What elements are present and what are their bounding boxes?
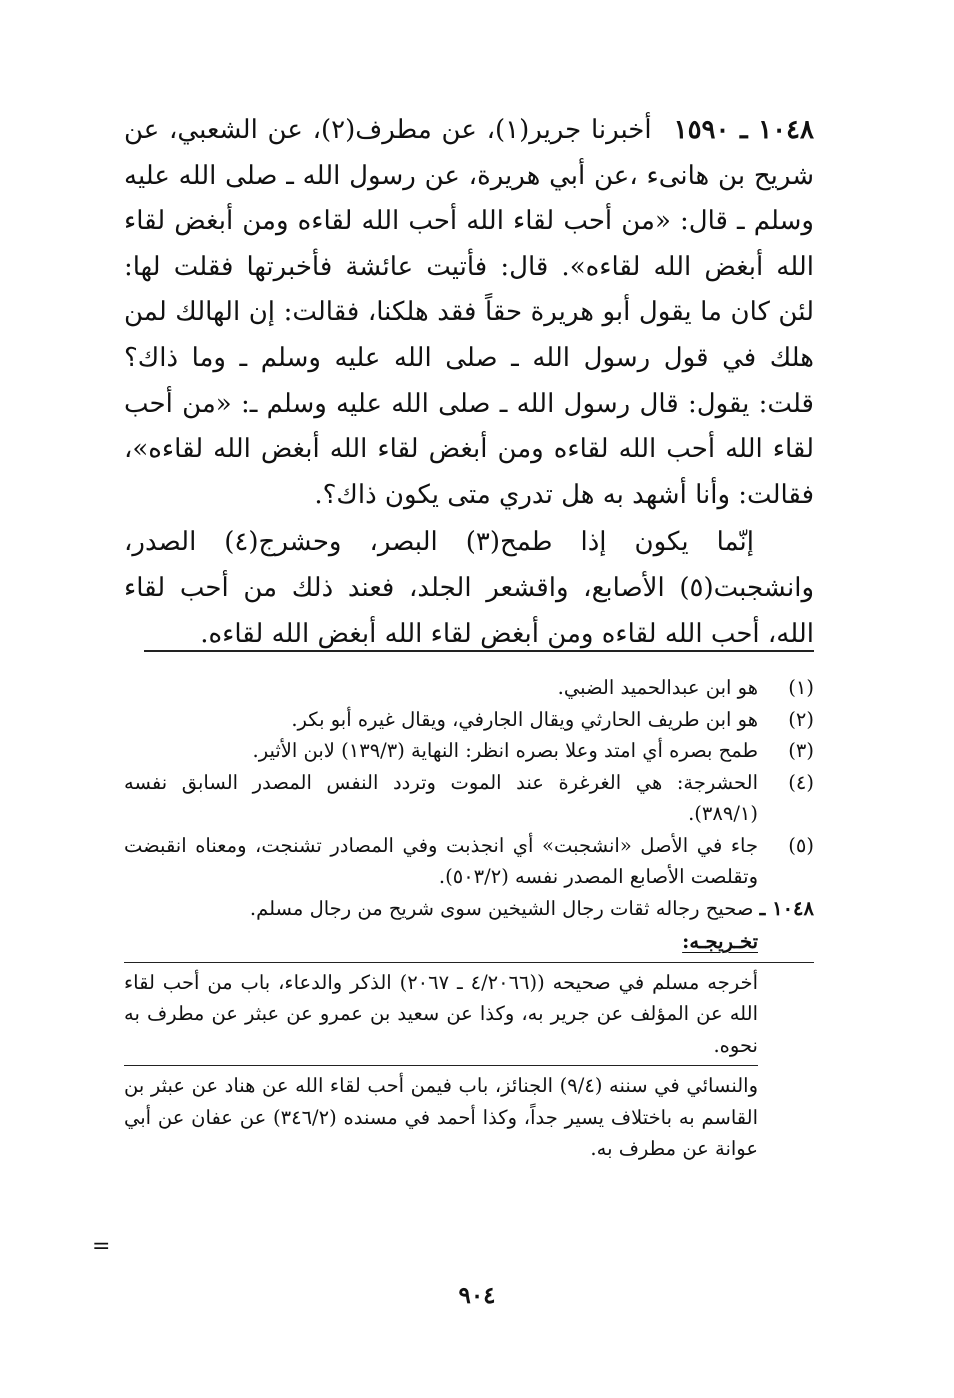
footnote-text: هو ابن عبدالحميد الضبي. [557, 676, 758, 699]
hadith-number: ١٠٤٨ ـ ١٥٩٠ [673, 115, 814, 145]
footnote-text: طمح بصره أي امتد وعلا بصره انظر: النهاية (١٣٩/٣) لابن الأثير. [252, 739, 758, 762]
footnote-marker: (١) [788, 676, 814, 699]
takhrij-paragraph-1: أخرجه مسلم في صحيحه ((٤/٢٠٦٦ ـ ٢٠٦٧) الذكر والدعاء، باب من أحب لقاء الله عن المؤلف عن جرير به، وكذا عن سعيد بن عمرو عن عبثر عن مطرف به نحوه. [124, 970, 758, 1057]
page-number: ٩٠٤ [458, 1282, 496, 1309]
hadith-text [124, 108, 814, 657]
footnote-3 [124, 735, 814, 767]
hadith-body: أخبرنا جرير(١)، عن مطرف(٢)، عن الشعبي، عن شريح بن هانىء ،عن أبي هريرة، عن رسول الله ـ صلى الله عليه وسلم ـ قال: «من أحب لقاء الله أحب الله لقاءه ومن أبغض لقاء الله أبغض الله لقاءه». قال: فأتيت عائشة فأخبرتها فقلت لها: لئن كان ما يقول أبو هريرة حقاً فقد هلكنا، فقالت: إن الهالك لمن هلك في قول رسول الله ـ صلى الله عليه وسلم ـ وما ذاك؟ قلت: يقول: قال رسول الله ـ صلى الله عليه وسلم ـ: «من أحب لقاء الله أحب الله لقاءه ومن أبغض لقاء الله أبغض الله لقاءه»، فقالت: وأنا أشهد به هل تدري متى يكون ذاك؟. [124, 115, 814, 510]
takhrij-body [124, 962, 814, 1165]
footnote-4 [124, 767, 814, 830]
footnote-marker: (٢) [788, 707, 814, 731]
footnote-marker: (٥) [788, 833, 814, 857]
takhrij-heading [124, 926, 814, 958]
footnote-marker: (٣) [788, 739, 814, 762]
footnote-2 [124, 704, 814, 736]
takhrij-paragraph-2: والنسائي في سننه (٩/٤) الجنائز، باب فيمن أحب لقاء الله عن هناد عن عبثر بن القاسم به باختلاف يسير جداً، وكذا أحمد في مسنده (٣٤٦/٢) عن عفان عن أبي عوانة عن مطرف به. [124, 1065, 758, 1165]
grading-number: ١٠٤٨ ـ [759, 896, 814, 920]
footnote-5 [124, 830, 814, 893]
footnotes-section [124, 672, 814, 1169]
footnote-1 [124, 672, 814, 704]
hadith-paragraph-2: إنّما يكون إذا طمح(٣) البصر، وحشرج(٤) الصدر، وانشجبت(٥) الأصابع، واقشعر الجلد، فعند ذلك من أحب لقاء الله، أحب الله لقاءه ومن أبغض لقاء الله أبغض الله لقاءه. [124, 527, 814, 649]
footnote-text: هو ابن طريف الحارثي ويقال الجارفي، ويقال غيره أبو بكر. [291, 707, 758, 731]
grading-note [124, 893, 814, 925]
footnote-marker: (٤) [788, 770, 814, 794]
footnote-text: جاء في الأصل «انشجبت» أي انجذبت وفي المصادر تشنجت، ومعناه انقبضت وتقلصت الأصابع المصدر نفسه (٥٠٣/٢). [124, 833, 758, 888]
hadith-paragraph [124, 108, 814, 518]
footnote-text: الحشرجة: هي الغرغرة عند الموت وتردد النفس المصدر السابق نفسه (٣٨٩/١). [124, 770, 758, 825]
footnote-divider [144, 650, 814, 652]
continuation-mark: = [92, 1234, 111, 1259]
grading-text: صحيح رجاله ثقات رجال الشيخين سوى شريح من رجال مسلم. [249, 896, 754, 920]
takhrij-heading-text: تخـريجـه: [682, 930, 758, 953]
